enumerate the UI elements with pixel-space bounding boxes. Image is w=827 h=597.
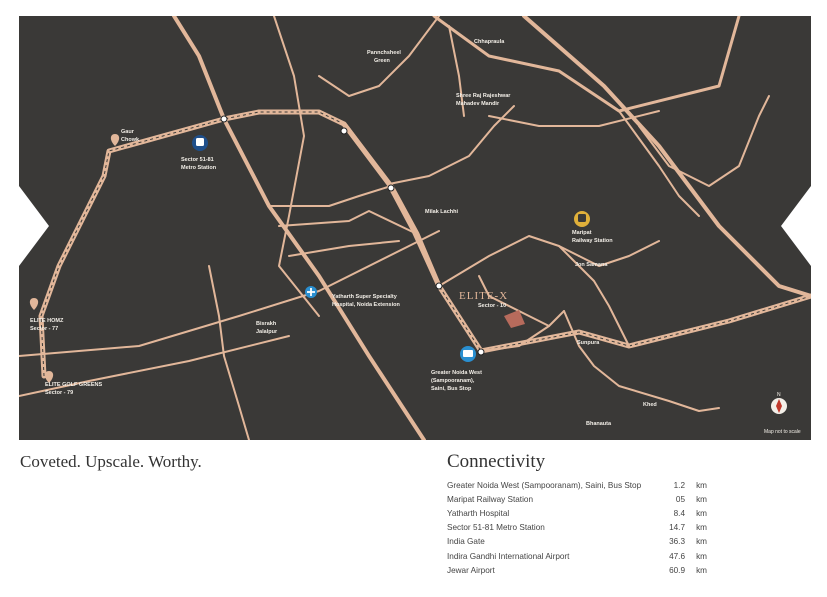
list-item	[447, 549, 707, 563]
place-bisrakh-1: Bisrakh	[256, 321, 277, 327]
place-panchsheel-2: Green	[374, 58, 390, 64]
distance-value: 05	[675, 494, 685, 504]
distance-unit: km	[696, 480, 707, 490]
list-item	[447, 492, 707, 506]
distance-unit: km	[696, 537, 707, 547]
place-shree-raj-2: Mahadev Mandir	[456, 101, 500, 107]
place-metro-1: Sector 51-81	[181, 157, 214, 163]
place-elite-golf-2: Sector - 79	[45, 390, 74, 396]
distance-unit: km	[696, 494, 707, 504]
compass-icon	[771, 398, 787, 414]
place-gaur-chowk-1: Gaur	[121, 129, 134, 135]
place-name: India Gate	[447, 537, 485, 547]
place-bus-stop-3: Saini, Bus Stop	[431, 386, 472, 392]
place-yatharth-1: Yatharth Super Specialty	[332, 294, 397, 300]
distance-unit: km	[696, 523, 707, 533]
distance-unit: km	[696, 565, 707, 575]
place-elite-homz-2: Sector - 77	[30, 326, 59, 332]
place-yatharth-2: Hospital, Noida Extension	[332, 302, 400, 308]
place-panchsheel-1: Pannchsheel	[367, 50, 401, 56]
place-bhanauta: Bhanauta	[586, 421, 612, 427]
place-gaur-chowk-2: Chowk	[121, 137, 140, 143]
place-chhapraula: Chhapraula	[474, 39, 505, 45]
connectivity-title: Connectivity	[447, 451, 546, 472]
distance-value: 36.3	[669, 537, 685, 547]
place-khed: Khed	[643, 402, 657, 408]
metro-icon	[192, 135, 208, 151]
tagline: Coveted. Upscale. Worthy.	[20, 452, 202, 471]
list-item	[447, 478, 707, 492]
place-sunpura: Sunpura	[577, 340, 600, 346]
place-name: Indira Gandhi International Airport	[447, 551, 570, 561]
bus-icon	[460, 346, 476, 362]
hospital-icon	[305, 286, 317, 298]
place-name: Maripat Railway Station	[447, 494, 534, 504]
place-name: Sector 51-81 Metro Station	[447, 523, 545, 533]
distance-unit: km	[696, 551, 707, 561]
list-item	[447, 506, 707, 520]
place-bus-stop-2: (Sampooranam),	[431, 378, 475, 384]
place-milak-lachhi: Milak Lachhi	[425, 209, 459, 215]
distance-value: 1.2	[673, 480, 685, 490]
place-jon-samana: Jon Samana	[575, 262, 608, 268]
distance-value: 14.7	[669, 523, 685, 533]
place-shree-raj-1: Shree Raj Rajeshwar	[456, 93, 511, 99]
list-item	[447, 521, 707, 535]
elite-x-sector: Sector - 10	[478, 303, 507, 309]
place-name: Greater Noida West (Sampooranam), Saini, Bus Stop	[447, 480, 642, 490]
place-bisrakh-2: Jalalpur	[256, 329, 278, 335]
list-item	[447, 535, 707, 549]
place-name: Jewar Airport	[447, 565, 495, 575]
map-scale-note: Map not to scale	[764, 429, 801, 435]
place-name: Yatharth Hospital	[447, 508, 510, 518]
place-elite-homz-1: ELITE HOMZ	[30, 318, 64, 324]
compass-n: N	[777, 392, 781, 398]
place-elite-golf-1: ELITE GOLF GREENS	[45, 382, 103, 388]
place-maripat-1: Maripat	[572, 230, 592, 236]
railway-icon	[574, 211, 590, 227]
elite-x-logo: ELITE-X	[459, 290, 509, 302]
place-maripat-2: Railway Station	[572, 238, 613, 244]
distance-value: 8.4	[673, 508, 685, 518]
place-bus-stop-1: Greater Noida West	[431, 370, 482, 376]
distance-value: 60.9	[669, 565, 685, 575]
place-metro-2: Metro Station	[181, 165, 217, 171]
distance-value: 47.6	[669, 551, 685, 561]
location-map	[19, 16, 811, 440]
connectivity-list	[447, 478, 707, 577]
distance-unit: km	[696, 508, 707, 518]
list-item	[447, 563, 707, 577]
